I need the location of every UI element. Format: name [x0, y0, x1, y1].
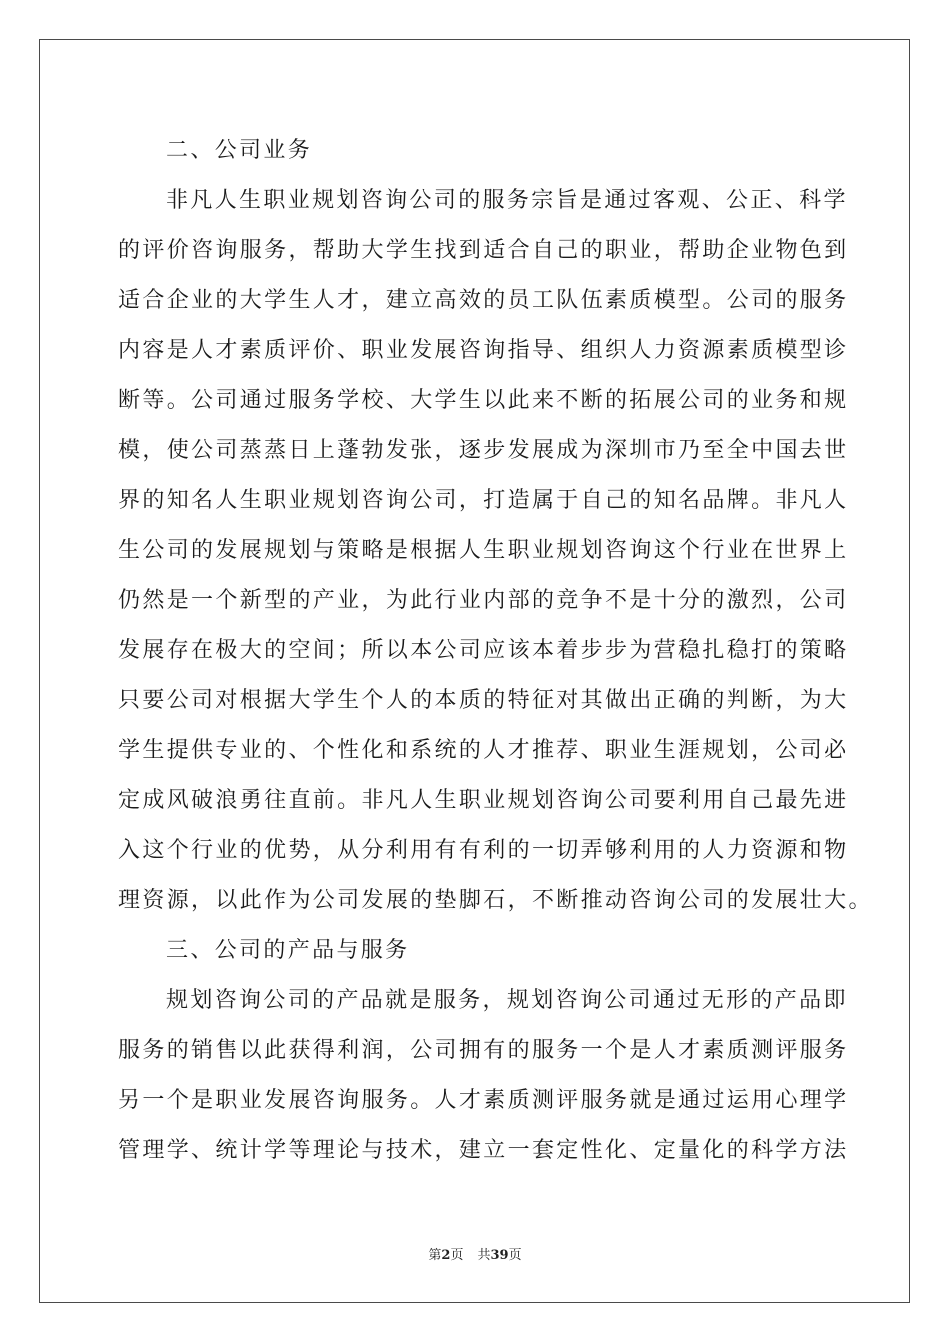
current-page-number: 2 [441, 1248, 451, 1263]
paragraph-line: 定成风破浪勇往直前。非凡人生职业规划咨询公司要利用自己最先进 [118, 788, 849, 813]
page-label-suffix: 页 [450, 1248, 464, 1263]
paragraph-line: 只要公司对根据大学生个人的本质的特征对其做出正确的判断，为大 [118, 688, 849, 713]
paragraph-line: 仍然是一个新型的产业，为此行业内部的竞争不是十分的激烈，公司 [118, 588, 849, 613]
paragraph-line: 非凡人生职业规划咨询公司的服务宗旨是通过客观、公正、科学 [166, 188, 848, 213]
paragraph-line: 服务的销售以此获得利润，公司拥有的服务一个是人才素质测评服务 [118, 1038, 849, 1063]
paragraph-line: 管理学、统计学等理论与技术，建立一套定性化、定量化的科学方法 [118, 1138, 849, 1163]
paragraph-line: 适合企业的大学生人才，建立高效的员工队伍素质模型。公司的服务 [118, 288, 849, 313]
paragraph-line: 规划咨询公司的产品就是服务，规划咨询公司通过无形的产品即 [166, 988, 848, 1013]
page-footer [0, 1247, 950, 1265]
paragraph-line: 界的知名人生职业规划咨询公司，打造属于自己的知名品牌。非凡人 [118, 488, 849, 513]
total-page-count: 39 [490, 1248, 509, 1263]
paragraph-line: 断等。公司通过服务学校、大学生以此来不断的拓展公司的业务和规 [118, 388, 849, 413]
section-heading-business: 二、公司业务 [166, 138, 313, 163]
section-heading-products: 三、公司的产品与服务 [166, 938, 410, 963]
total-label-prefix: 共 [477, 1248, 491, 1263]
total-label-suffix: 页 [508, 1248, 522, 1263]
paragraph-line: 另一个是职业发展咨询服务。人才素质测评服务就是通过运用心理学 [118, 1088, 849, 1113]
paragraph-line: 内容是人才素质评价、职业发展咨询指导、组织人力资源素质模型诊 [118, 338, 849, 363]
paragraph-line: 生公司的发展规划与策略是根据人生职业规划咨询这个行业在世界上 [118, 538, 849, 563]
paragraph-line: 模，使公司蒸蒸日上蓬勃发张，逐步发展成为深圳市乃至全中国去世 [118, 438, 849, 463]
paragraph-line: 的评价咨询服务，帮助大学生找到适合自己的职业，帮助企业物色到 [118, 238, 849, 263]
paragraph-line: 学生提供专业的、个性化和系统的人才推荐、职业生涯规划，公司必 [118, 738, 849, 763]
page-label-prefix: 第 [428, 1248, 442, 1263]
document-body [118, 126, 873, 1176]
paragraph-line: 发展存在极大的空间；所以本公司应该本着步步为营稳扎稳打的策略 [118, 638, 849, 663]
paragraph-line: 理资源，以此作为公司发展的垫脚石，不断推动咨询公司的发展壮大。 [118, 888, 873, 913]
paragraph-line: 入这个行业的优势，从分利用有有利的一切弄够利用的人力资源和物 [118, 838, 849, 863]
